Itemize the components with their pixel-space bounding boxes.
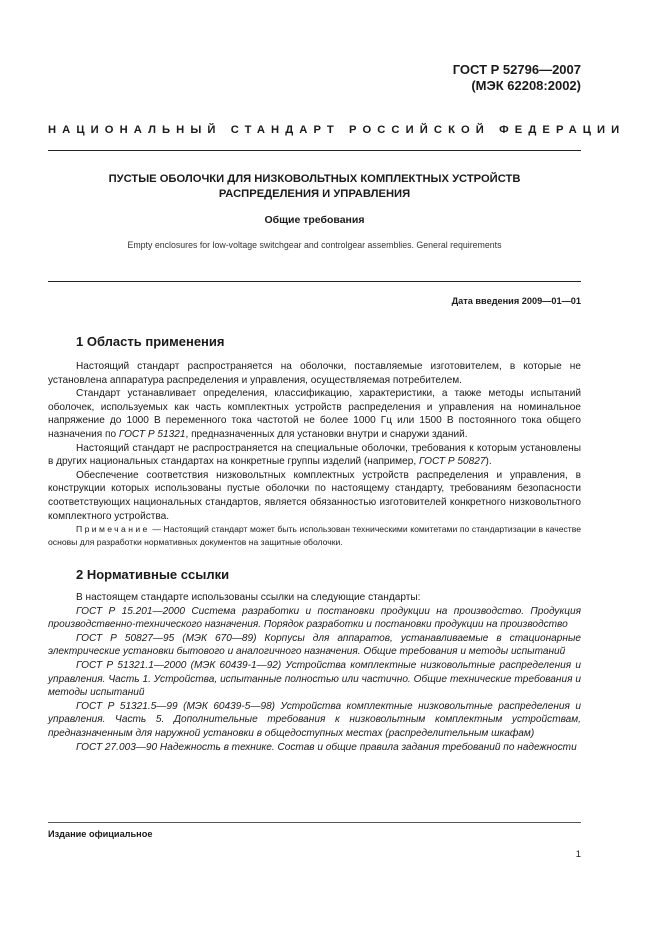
section-1-paragraph-3 <box>48 442 581 469</box>
national-standard-banner: НАЦИОНАЛЬНЫЙ СТАНДАРТ РОССИЙСКОЙ ФЕДЕРАЦИИ <box>48 124 626 136</box>
iec-code: (МЭК 62208:2002) <box>471 78 581 93</box>
section-1-body <box>48 360 581 523</box>
section-2-intro: В настоящем стандарте использованы ссылки на следующие стандарты: <box>76 592 421 603</box>
paragraph-text: , предназначенных для установки внутри и снаружи зданий. <box>185 428 468 440</box>
introduction-date: Дата введения 2009—01—01 <box>451 296 581 306</box>
section-1-note <box>48 523 581 549</box>
document-title <box>48 172 581 202</box>
reference-link: ГОСТ Р 51321 <box>118 428 186 440</box>
reference-link: ГОСТ Р 50827 <box>418 456 486 468</box>
middle-divider <box>48 281 581 282</box>
paragraph-text: Стандарт устанавливает определения, классификацию, характеристики, а также методы испытаний оболочек, используемых как часть комплектных устройств распределения и управления на номинальное напряжение до 1000 В переменного тока частотой не более 1000 Гц или 1500 В постоянного тока общего назначения по <box>48 388 581 440</box>
note-label: Примечание <box>76 524 150 534</box>
normative-reference: ГОСТ 27.003—90 Надежность в технике. Состав и общие правила задания требований по надежности <box>76 741 577 753</box>
normative-reference: ГОСТ Р 50827—95 (МЭК 670—89) Корпусы для аппаратов, устанавливаемые в стационарные электрические установки бытового и аналогичного назначения. Общие требования и методы испытаний <box>48 632 581 658</box>
english-title: Empty enclosures for low-voltage switchgear and controlgear assemblies. General requirements <box>127 240 502 250</box>
section-2-heading: 2 Нормативные ссылки <box>76 567 230 582</box>
section-1-paragraph-4: Обеспечение соответствия низковольтных комплектных устройств распределения и управления, в конструкции которых использованы пустые оболочки по настоящему стандарту, требованиям безопасности соответствующих национальных стандартов, является обязанностью изготовителей конкретного низковольтного комплектного устройства. <box>48 469 581 522</box>
document-subtitle: Общие требования <box>264 214 365 226</box>
normative-reference: ГОСТ Р 15.201—2000 Система разработки и постановки продукции на производство. Продукция производственно-технического назначения. Порядок разработки и постановки продукции на производство <box>48 605 581 631</box>
edition-label: Издание официальное <box>48 829 153 839</box>
title-line-1: ПУСТЫЕ ОБОЛОЧКИ ДЛЯ НИЗКОВОЛЬТНЫХ КОМПЛЕКТНЫХ УСТРОЙСТВ <box>108 173 521 185</box>
section-1-paragraph-2 <box>48 387 581 441</box>
paragraph-text: ). <box>485 456 492 468</box>
title-line-2: РАСПРЕДЕЛЕНИЯ И УПРАВЛЕНИЯ <box>218 188 411 200</box>
section-1-heading: 1 Область применения <box>76 334 225 349</box>
top-divider <box>48 150 581 151</box>
paragraph-text: Настоящий стандарт не распространяется на специальные оболочки, требования к которым установлены в других национальных стандартах на конкретные группы изделий (например, <box>48 442 581 468</box>
standard-code: ГОСТ Р 52796—2007 <box>452 62 581 77</box>
note-text: — Настоящий стандарт может быть использован техническими комитетами по стандартизации в качестве основы для разработки нормативных документов на защитные оболочки. <box>48 524 581 547</box>
normative-reference: ГОСТ Р 51321.1—2000 (МЭК 60439-1—92) Устройства комплектные низковольтные распределения и управления. Часть 1. Устройства, испытанные полностью или частично. Общие технические требования и методы испытаний <box>48 659 581 699</box>
section-1-paragraph-1: Настоящий стандарт распространяется на оболочки, поставляемые изготовителем, в которые не установлена аппаратура распределения и управления, осуществляемая потребителем. <box>48 361 581 386</box>
footer-divider <box>48 822 581 823</box>
page-number: 1 <box>575 849 581 860</box>
normative-reference: ГОСТ Р 51321.5—99 (МЭК 60439-5—98) Устройства комплектные низковольтные распределения и управления. Часть 5. Дополнительные требования к низковольтным комплектным устройствам, предназначенным для наружной установки в общедоступных местах (распределительным шкафам) <box>48 700 581 739</box>
standard-code-block <box>453 62 581 94</box>
section-2-body <box>48 591 581 754</box>
